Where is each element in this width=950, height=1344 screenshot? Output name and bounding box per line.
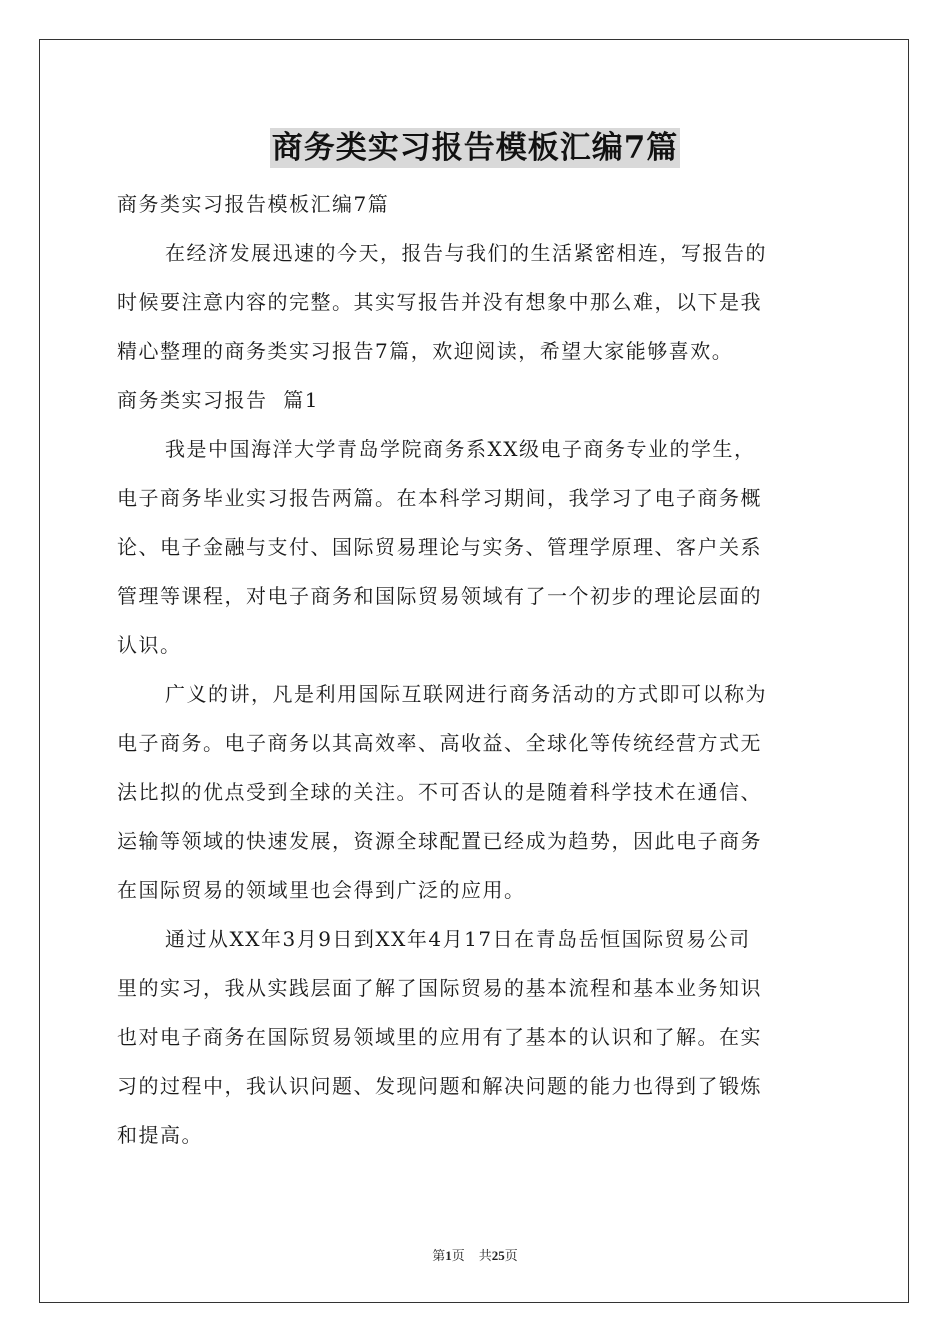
paragraph-line: 法比拟的优点受到全球的关注。不可否认的是随着科学技术在通信、 [117, 780, 762, 804]
total-pages: 25 [491, 1248, 505, 1263]
paragraph-line: 电子商务。电子商务以其高效率、高收益、全球化等传统经营方式无 [117, 731, 762, 755]
page-suffix: 页 [451, 1248, 465, 1263]
paragraph-line: 论、电子金融与支付、国际贸易理论与实务、管理学原理、客户关系 [117, 535, 762, 559]
paragraph-line: 认识。 [117, 633, 182, 657]
paragraph-line: 我是中国海洋大学青岛学院商务系XX级电子商务专业的学生， [165, 437, 756, 461]
paragraph-line: 时候要注意内容的完整。其实写报告并没有想象中那么难，以下是我 [117, 290, 762, 314]
section-heading: 商务类实习报告 篇1 [117, 388, 319, 412]
paragraph-line: 在经济发展迅速的今天，报告与我们的生活紧密相连，写报告的 [165, 241, 767, 265]
paragraph-1 [117, 425, 833, 670]
total-prefix: 共 [478, 1248, 492, 1263]
paragraph-3 [117, 915, 833, 1160]
total-suffix: 页 [504, 1248, 518, 1263]
paragraph-2 [117, 670, 833, 915]
paragraph-line: 运输等领域的快速发展，资源全球配置已经成为趋势，因此电子商务 [117, 829, 762, 853]
paragraph-line: 管理等课程，对电子商务和国际贸易领域有了一个初步的理论层面的 [117, 584, 762, 608]
paragraph-line: 电子商务毕业实习报告两篇。在本科学习期间，我学习了电子商务概 [117, 486, 762, 510]
page-prefix: 第 [432, 1248, 446, 1263]
document-body [117, 180, 833, 1160]
paragraph-line: 习的过程中，我认识问题、发现问题和解决问题的能力也得到了锻炼 [117, 1074, 762, 1098]
document-subtitle: 商务类实习报告模板汇编7篇 [117, 192, 390, 216]
paragraph-line: 精心整理的商务类实习报告7篇，欢迎阅读，希望大家能够喜欢。 [117, 339, 734, 363]
title-wrap [0, 128, 950, 168]
page-number: 1 [445, 1248, 452, 1263]
page-footer [0, 1247, 950, 1265]
intro-paragraph [117, 229, 833, 376]
paragraph-line: 在国际贸易的领域里也会得到广泛的应用。 [117, 878, 526, 902]
document-title: 商务类实习报告模板汇编7篇 [271, 130, 679, 166]
paragraph-line: 也对电子商务在国际贸易领域里的应用有了基本的认识和了解。在实 [117, 1025, 762, 1049]
paragraph-line: 和提高。 [117, 1123, 203, 1147]
paragraph-line: 广义的讲，凡是利用国际互联网进行商务活动的方式即可以称为 [165, 682, 767, 706]
paragraph-line: 里的实习，我从实践层面了解了国际贸易的基本流程和基本业务知识 [117, 976, 762, 1000]
paragraph-line: 通过从XX年3月9日到XX年4月17日在青岛岳恒国际贸易公司 [165, 927, 751, 951]
